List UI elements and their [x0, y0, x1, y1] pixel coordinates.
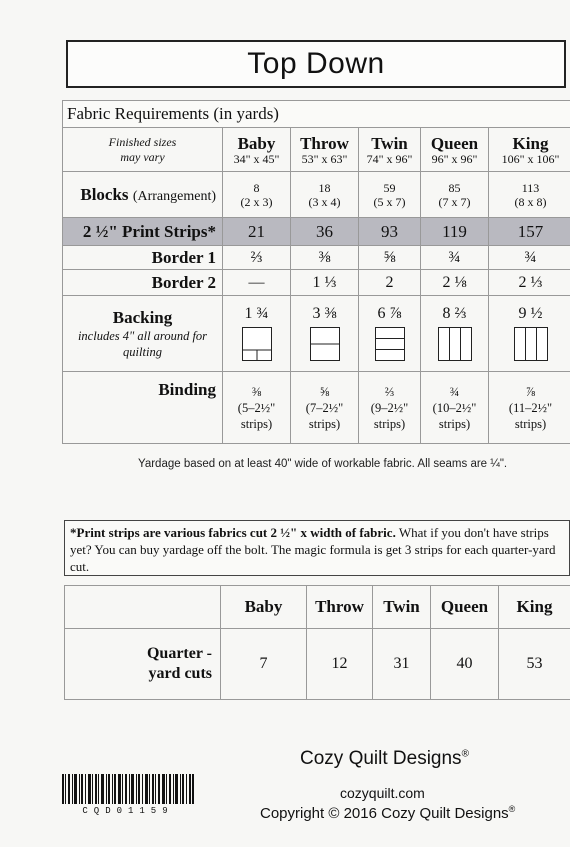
border2-queen: 2 ⅛: [421, 270, 489, 296]
backing-diagram-baby: [242, 327, 272, 361]
blocks-throw: 18 (3 x 4): [291, 172, 359, 218]
backing-baby: 1 ¾: [223, 296, 291, 372]
barcode-graphic: [62, 774, 194, 804]
blocks-queen: 85 (7 x 7): [421, 172, 489, 218]
backing-label: Backing includes 4" all around for quilting: [63, 296, 223, 372]
backing-king: 9 ½: [489, 296, 570, 372]
border1-king: ¾: [489, 246, 570, 270]
website-url[interactable]: cozyquilt.com: [340, 785, 425, 801]
blocks-twin: 59 (5 x 7): [359, 172, 421, 218]
strips-twin: 93: [359, 218, 421, 246]
quarter-yard-label: Quarter - yard cuts: [65, 629, 221, 700]
border1-label: Border 1: [63, 246, 223, 270]
blocks-label: Blocks (Arrangement): [63, 172, 223, 218]
border2-throw: 1 ⅓: [291, 270, 359, 296]
size-header-king: King 106" x 106": [489, 128, 570, 172]
backing-throw: 3 ⅜: [291, 296, 359, 372]
binding-row: [63, 372, 570, 444]
backing-diagram-twin: [375, 327, 405, 361]
binding-label: Binding: [63, 372, 223, 444]
quarter-yard-table: [64, 585, 570, 700]
size-header-queen: Queen 96" x 96": [421, 128, 489, 172]
border1-row: [63, 246, 570, 270]
border1-throw: ⅜: [291, 246, 359, 270]
strips-king: 157: [489, 218, 570, 246]
strips-throw: 36: [291, 218, 359, 246]
pattern-title-box: [66, 40, 566, 88]
size-header-throw: Throw 53" x 63": [291, 128, 359, 172]
border1-baby: ⅔: [223, 246, 291, 270]
blocks-baby: 8 (2 x 3): [223, 172, 291, 218]
print-strips-note-bold: *Print strips are various fabrics cut 2 ½" x width of fabric.: [70, 525, 396, 540]
quarter-throw: 12: [307, 629, 373, 700]
strips-queen: 119: [421, 218, 489, 246]
quarter-queen: 40: [431, 629, 499, 700]
border2-king: 2 ⅓: [489, 270, 570, 296]
border2-twin: 2: [359, 270, 421, 296]
pattern-title: Top Down: [247, 47, 385, 80]
table-caption: Fabric Requirements (in yards): [63, 101, 570, 128]
border2-baby: —: [223, 270, 291, 296]
backing-queen: 8 ⅔: [421, 296, 489, 372]
brand-name: Cozy Quilt Designs®: [300, 748, 469, 769]
finished-sizes-note: Finished sizes may vary: [63, 128, 223, 172]
quarter-header-twin: Twin: [373, 586, 431, 629]
backing-diagram-queen: [438, 327, 472, 361]
yardage-note: Yardage based on at least 40" wide of workable fabric. All seams are ¼".: [138, 458, 508, 470]
quarter-twin: 31: [373, 629, 431, 700]
fabric-requirements-table: [62, 100, 570, 444]
border1-twin: ⅝: [359, 246, 421, 270]
blocks-row: [63, 172, 570, 218]
backing-diagram-king: [514, 327, 548, 361]
strips-baby: 21: [223, 218, 291, 246]
backing-diagram-throw: [310, 327, 340, 361]
quarter-header-throw: Throw: [307, 586, 373, 629]
quarter-baby: 7: [221, 629, 307, 700]
quarter-header-empty: [65, 586, 221, 629]
copyright-line: Copyright © 2016 Cozy Quilt Designs®: [260, 804, 516, 822]
backing-row: [63, 296, 570, 372]
print-strips-note-text: What if you don't have strips yet? You can buy yardage off the bolt. The magic formula is get 3 strips for each quarter-yard cut.: [70, 525, 556, 574]
quarter-header-baby: Baby: [221, 586, 307, 629]
binding-queen: ¾ (10–2½" strips): [421, 372, 489, 444]
border2-row: [63, 270, 570, 296]
border1-queen: ¾: [421, 246, 489, 270]
border2-label: Border 2: [63, 270, 223, 296]
barcode-number: CQD01159: [82, 806, 174, 816]
quarter-king: 53: [499, 629, 570, 700]
print-strips-label: 2 ½" Print Strips*: [63, 218, 223, 246]
size-header-baby: Baby 34" x 45": [223, 128, 291, 172]
size-header-twin: Twin 74" x 96": [359, 128, 421, 172]
binding-throw: ⅝ (7–2½" strips): [291, 372, 359, 444]
blocks-king: 113 (8 x 8): [489, 172, 570, 218]
quarter-header-queen: Queen: [431, 586, 499, 629]
print-strips-row: [63, 218, 570, 246]
backing-twin: 6 ⅞: [359, 296, 421, 372]
quarter-header-king: King: [499, 586, 570, 629]
binding-twin: ⅔ (9–2½" strips): [359, 372, 421, 444]
binding-baby: ⅜ (5–2½" strips): [223, 372, 291, 444]
print-strips-note: [64, 520, 570, 576]
binding-king: ⅞ (11–2½" strips): [489, 372, 570, 444]
